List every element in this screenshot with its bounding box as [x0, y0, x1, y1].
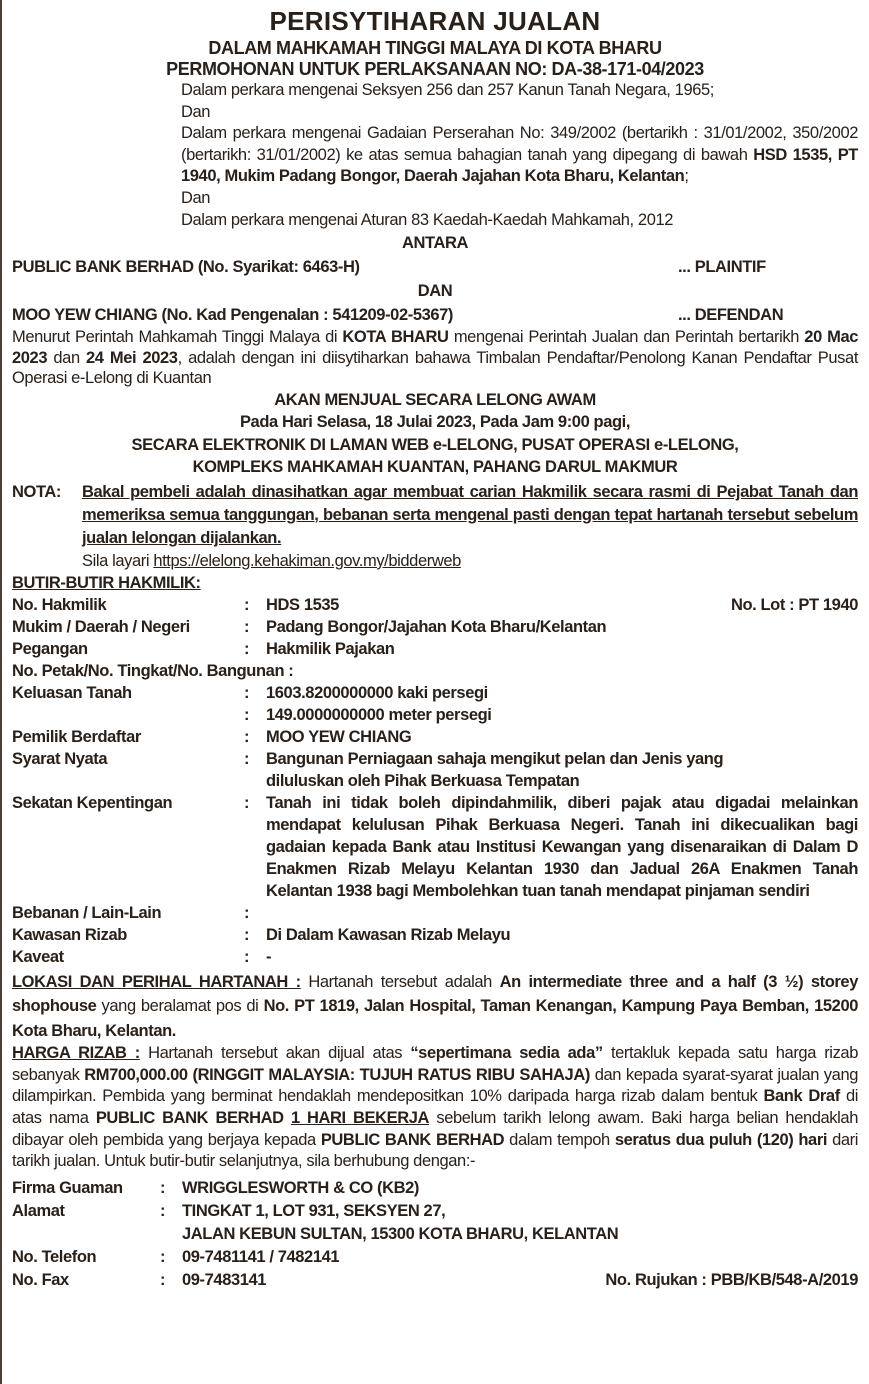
plaintiff-row	[12, 255, 858, 279]
reserve-text: tertakluk kepada satu harga rizab sebanyak	[12, 1044, 858, 1084]
matter-2	[181, 123, 858, 188]
detail-colon: :	[244, 793, 250, 812]
contact-address	[12, 1200, 858, 1246]
detail-value: 1603.8200000000 kaki persegi	[266, 683, 488, 702]
detail-row-pegangan	[12, 638, 858, 660]
property-address: No. PT 1819, Jalan Hospital, Taman Kenangan, Kampung Paya Bemban, 15200 Kota Bharu, Kelantan.	[12, 997, 858, 1040]
detail-label: Sekatan Kepentingan	[12, 793, 173, 812]
payment-period: seratus dua puluh (120) hari	[614, 1130, 828, 1149]
reserve-amount: RM700,000.00 (RINGGIT MALAYSIA: TUJUH RATUS RIBU SAHAJA)	[84, 1065, 590, 1084]
detail-label: Syarat Nyata	[12, 749, 108, 768]
deposit-deadline: 1 HARI BEKERJA	[290, 1108, 430, 1127]
contact-phone	[12, 1246, 858, 1269]
location-heading: LOKASI DAN PERIHAL HARTANAH :	[12, 972, 301, 991]
matter-conjunction: Dan	[181, 188, 211, 207]
detail-colon: :	[244, 947, 250, 966]
location-text: Hartanah tersebut adalah	[300, 972, 500, 991]
plaintiff-role: ... PLAINTIF	[678, 258, 766, 277]
detail-value: -	[266, 947, 272, 966]
detail-row-hakmilik	[12, 594, 858, 616]
order-location: KOTA BHARU	[342, 328, 449, 347]
property-location	[12, 970, 858, 1044]
detail-colon: :	[244, 727, 250, 746]
detail-row-keluasan-metric	[12, 704, 858, 726]
reserve-text: di atas nama	[12, 1087, 858, 1127]
contact-label: Alamat	[12, 1201, 65, 1220]
detail-colon: :	[244, 903, 250, 922]
payee-name: PUBLIC BANK BERHAD	[95, 1108, 284, 1127]
order-text: , adalah dengan ini diisytiharkan bahawa Timbalan Pendaftar/Penolong Kanan Pendaftar Pusat Operasi e-Lelong di Kuantan	[12, 348, 858, 388]
matter-2-end: ;	[684, 167, 689, 186]
sale-proclamation	[12, 0, 858, 1292]
detail-row-kaveat	[12, 946, 858, 968]
detail-colon: :	[244, 683, 250, 702]
detail-row-petak	[12, 660, 858, 682]
detail-row-keluasan	[12, 682, 858, 704]
detail-value	[266, 902, 858, 924]
detail-row-pemilik	[12, 726, 858, 748]
detail-value: Hakmilik Pajakan	[266, 639, 395, 658]
order-text: dan	[47, 348, 87, 367]
document-title: PERISYTIHARAN JUALAN	[269, 6, 601, 36]
detail-colon: :	[244, 595, 250, 614]
payee-name: PUBLIC BANK BERHAD	[320, 1130, 505, 1149]
contact-colon: :	[160, 1201, 166, 1220]
elelong-link[interactable]: https://elelong.kehakiman.gov.my/bidderweb	[153, 551, 461, 570]
title-details-heading: BUTIR-BUTIR HAKMILIK:	[12, 573, 201, 592]
contact-colon: :	[160, 1270, 166, 1289]
detail-colon: :	[244, 639, 250, 658]
reference-label: No. Rujukan :	[605, 1270, 707, 1289]
reference-number	[605, 1269, 858, 1292]
lot-value: PT 1940	[798, 595, 858, 614]
defendant-row	[12, 303, 858, 327]
contact-colon: :	[160, 1178, 166, 1197]
detail-row-sekatan	[12, 792, 858, 902]
reserve-text: Hartanah tersebut akan dijual atas	[139, 1044, 411, 1063]
address-line-2: JALAN KEBUN SULTAN, 15300 KOTA BHARU, KELANTAN	[182, 1224, 619, 1243]
defendant-role: ... DEFENDAN	[678, 306, 784, 325]
detail-label: Pemilik Berdaftar	[12, 727, 141, 746]
reserve-text: sebelum tarikh lelong awam. Baki harga belian hendaklah dibayar oleh pembida yang berjaya kepada	[12, 1108, 858, 1149]
reserve-text: dari tarikh jualan. Untuk butir-butir selanjutnya, sila berhubung dengan:-	[12, 1130, 858, 1171]
matter-1: Dalam perkara mengenai Seksyen 256 dan 257 Kanun Tanah Negara, 1965;	[181, 81, 714, 99]
deposit-method: Bank Draf	[763, 1087, 840, 1106]
detail-value: Bangunan Perniagaan sahaja mengikut pelan dan Jenis yang diluluskan oleh Pihak Berkuasa Tempatan	[266, 749, 724, 790]
matter-2-text: Dalam perkara mengenai Gadaian Perserahan No: 349/2002 (bertarikh : 31/01/2002, 350/2002 (bertarikh: 31/01/2002) ke atas semua bahagian tanah yang dipegang di bawah	[181, 124, 858, 164]
detail-row-kawasan	[12, 924, 858, 946]
detail-colon: :	[244, 705, 250, 724]
contact-label: No. Fax	[12, 1270, 69, 1289]
reserve-heading: HARGA RIZAB :	[12, 1044, 140, 1063]
address-line-1: TINGKAT 1, LOT 931, SEKSYEN 27,	[182, 1201, 446, 1220]
reserve-price	[12, 1043, 858, 1173]
reserve-condition: “sepertimana sedia ada”	[410, 1044, 603, 1063]
contact-firm	[12, 1177, 858, 1200]
detail-label: Pegangan	[12, 639, 88, 658]
detail-label: No. Petak/No. Tingkat/No. Bangunan :	[12, 661, 294, 680]
visit-prefix: Sila layari	[82, 551, 154, 570]
detail-value: HDS 1535	[266, 595, 339, 614]
matters-block	[181, 80, 858, 231]
detail-colon: :	[244, 925, 250, 944]
order-text: Menurut Perintah Mahkamah Tinggi Malaya di	[12, 328, 343, 347]
detail-row-mukim	[12, 616, 858, 638]
detail-label: No. Hakmilik	[12, 595, 107, 614]
property-type: An intermediate three and a half (3 ½) storey shophouse	[12, 972, 858, 1016]
contact-label: Firma Guaman	[12, 1178, 123, 1197]
auction-heading: AKAN MENJUAL SECARA LELONG AWAM	[274, 390, 596, 409]
lot-label: No. Lot :	[730, 595, 795, 614]
firm-address	[182, 1200, 858, 1246]
detail-label: Kaveat	[12, 947, 64, 966]
detail-label: Keluasan Tanah	[12, 683, 132, 702]
court-order-paragraph	[12, 327, 858, 389]
detail-label: Bebanan / Lain-Lain	[12, 903, 162, 922]
nota-label: NOTA:	[12, 482, 62, 501]
visit-website	[82, 550, 858, 572]
contact-fax	[12, 1269, 858, 1292]
detail-value: Padang Bongor/Jajahan Kota Bharu/Kelantan	[266, 617, 607, 636]
nota-block	[12, 481, 858, 550]
auction-datetime: Pada Hari Selasa, 18 Julai 2023, Pada Jam 9:00 pagi,	[239, 413, 631, 432]
dan-label: DAN	[417, 282, 453, 301]
firm-name: WRIGGLESWORTH & CO (KB2)	[182, 1178, 419, 1197]
auction-venue-1: SECARA ELEKTRONIK DI LAMAN WEB e-LELONG, PUSAT OPERASI e-LELONG,	[131, 435, 739, 454]
detail-value: 149.0000000000 meter persegi	[266, 705, 492, 724]
reserve-text	[284, 1109, 291, 1127]
detail-colon: :	[244, 749, 250, 768]
order-date-2: 24 Mei 2023	[86, 348, 178, 367]
matter-2-property: HSD 1535, PT 1940, Mukim Padang Bongor, Daerah Jajahan Kota Bharu, Kelantan	[181, 145, 858, 186]
nota-text: Bakal pembeli adalah dinasihatkan agar membuat carian Hakmilik secara rasmi di Pejabat Tanah dan memeriksa semua tanggungan, bebanan serta mengenal pasti dengan tepat hartanah tersebut sebelum jualan lelongan dijalankan.	[82, 482, 858, 547]
detail-row-syarat	[12, 748, 858, 792]
plaintiff-name: PUBLIC BANK BERHAD (No. Syarikat: 6463-H)	[12, 258, 360, 277]
antara-label: ANTARA	[401, 234, 469, 253]
reserve-text: dalam tempoh	[504, 1130, 615, 1149]
location-text: yang beralamat pos di	[96, 997, 264, 1016]
fax-number: 09-7483141	[182, 1270, 267, 1289]
reference-value: PBB/KB/548-A/2019	[710, 1270, 858, 1289]
detail-row-bebanan	[12, 902, 858, 924]
application-number: PERMOHONAN UNTUK PERLAKSANAAN NO: DA-38-171-04/2023	[166, 59, 704, 79]
detail-label: Mukim / Daerah / Negeri	[12, 617, 190, 636]
detail-value: Di Dalam Kawasan Rizab Melayu	[266, 925, 511, 944]
auction-venue-2: KOMPLEKS MAHKAMAH KUANTAN, PAHANG DARUL MAKMUR	[192, 458, 678, 477]
detail-label-empty	[12, 704, 244, 726]
court-name: DALAM MAHKAMAH TINGGI MALAYA DI KOTA BHARU	[208, 38, 662, 58]
contact-label: No. Telefon	[12, 1247, 97, 1266]
detail-label: Kawasan Rizab	[12, 925, 127, 944]
order-text: mengenai Perintah Jualan dan Perintah bertarikh	[448, 328, 805, 347]
order-date-1: 20 Mac 2023	[12, 328, 859, 367]
matter-conjunction: Dan	[181, 102, 211, 121]
detail-colon: :	[244, 617, 250, 636]
defendant-name: MOO YEW CHIANG (No. Kad Pengenalan : 541209-02-5367)	[12, 306, 454, 325]
lot-number	[731, 594, 858, 616]
matter-3: Dalam perkara mengenai Aturan 83 Kaedah-Kaedah Mahkamah, 2012	[181, 210, 674, 229]
left-border	[0, 0, 2, 1384]
contact-colon: :	[160, 1247, 166, 1266]
detail-value: MOO YEW CHIANG	[266, 727, 412, 746]
phone-number: 09-7481141 / 7482141	[182, 1247, 340, 1266]
reserve-text: dan kepada syarat-syarat jualan yang dilampirkan. Pembida yang berminat hendaklah mendepositkan 10% daripada harga rizab dalam bentuk	[12, 1065, 858, 1106]
detail-value: Tanah ini tidak boleh dipindahmilik, diberi pajak atau digadai melainkan mendapat kelulusan Pihak Berkuasa Negeri. Tanah ini dikecualikan bagi gadaian kepada Bank atau Institusi Kewangan yang disenaraikan di Dalam D Enakmen Rizab Melayu Kelantan 1930 dan Jadual 26A Enakmen Tanah Kelantan 1938 bagi Membolehkan tuan tanah mendapat pinjaman sendiri	[266, 793, 858, 900]
